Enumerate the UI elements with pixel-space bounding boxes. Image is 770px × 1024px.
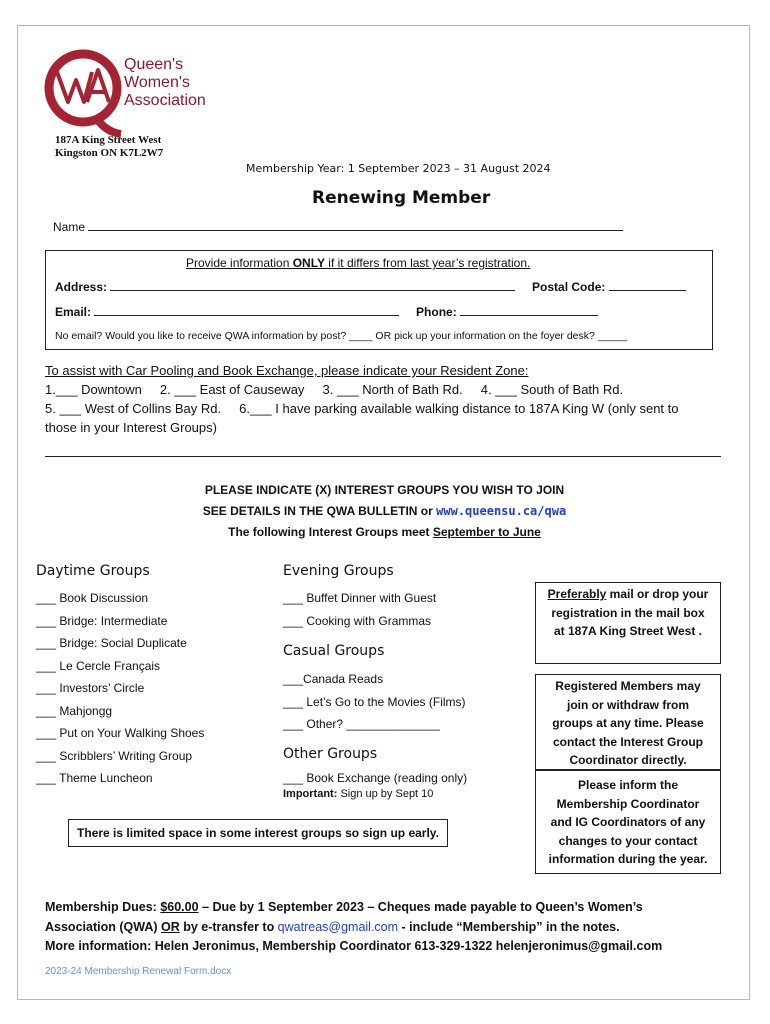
dues-line1 — [45, 898, 662, 918]
mail-box-line1-rest: mail or drop your — [606, 587, 709, 601]
zone-options-line2: 5. ___ West of Collins Bay Rd. 6.___ I have parking available walking distance to 187A King W (only sent to — [45, 401, 679, 416]
other-groups-heading: Other Groups — [283, 746, 378, 762]
address-label: Address: — [55, 280, 108, 294]
zone-options-line3: those in your Interest Groups) — [45, 420, 217, 435]
daytime-group-item[interactable]: ___ Scribblers’ Writing Group — [36, 748, 193, 763]
mail-box-line2: registration in the mail box — [551, 605, 705, 620]
footer-filename: 2023-24 Membership Renewal Form.docx — [45, 966, 232, 977]
logo-line2: Women's — [124, 74, 190, 91]
interest-line3 — [18, 522, 751, 543]
dues-line2 — [45, 918, 662, 938]
important-note — [283, 788, 433, 800]
important-label: Important: — [283, 788, 338, 800]
section-divider — [45, 456, 721, 457]
casual-group-item[interactable]: ___ Other? ______________ — [283, 717, 440, 731]
dues-line2-post: - include “Membership” in the notes. — [398, 919, 620, 934]
evening-groups-list — [283, 587, 436, 633]
evening-group-item[interactable]: ___ Cooking with Grammas — [283, 614, 432, 628]
daytime-group-item[interactable]: ___ Investors’ Circle — [36, 681, 145, 695]
daytime-groups-heading: Daytime Groups — [36, 563, 150, 579]
page-title: Renewing Member — [312, 188, 491, 208]
daytime-group-item[interactable]: ___ Bridge: Intermediate — [36, 613, 168, 628]
mail-box-preferably: Preferably — [547, 587, 607, 601]
casual-groups-heading: Casual Groups — [283, 643, 385, 659]
registered-line: Registered Members may — [555, 679, 701, 693]
changes-intro-only: ONLY — [292, 256, 325, 270]
inform-line: and IG Coordinators of any — [550, 815, 706, 829]
casual-group-item[interactable]: ___Canada Reads — [283, 672, 384, 686]
registered-line: contact the Interest Group — [552, 734, 704, 749]
qwa-website-link[interactable]: www.queensu.ca/qwa — [436, 504, 567, 518]
inform-line: Please inform the — [577, 778, 679, 792]
limited-space-note: There is limited space in some interest groups so sign up early. — [68, 819, 448, 847]
registered-line: groups at any time. Please — [552, 716, 704, 730]
address-street: 187A King Street West — [55, 134, 162, 146]
zone-options-line1: 1.___ Downtown 2. ___ East of Causeway 3. ___ North of Bath Rd. 4. ___ South of Bath Rd. — [45, 382, 624, 397]
changes-info-box — [45, 250, 713, 350]
important-text: Sign up by Sept 10 — [337, 788, 434, 800]
interest-line3-season: September to June — [432, 525, 541, 539]
inform-coordinator-box — [535, 770, 721, 874]
no-email-question: No email? Would you like to receive QWA information by post? ____ OR pick up your information on the foyer desk? _____ — [55, 330, 627, 342]
dues-line2-pre: Association (QWA) — [45, 919, 161, 934]
mailing-address — [55, 134, 163, 160]
other-group-item[interactable]: ___ Book Exchange (reading only) — [283, 771, 468, 785]
address-city: Kingston ON K7L2W7 — [55, 147, 164, 159]
dues-amount: $60.00 — [160, 900, 199, 914]
logo-line1: Queen's — [124, 56, 184, 73]
interest-line2 — [18, 501, 751, 522]
logo-wordmark — [124, 56, 206, 110]
registered-members-box — [535, 674, 721, 770]
address-field[interactable] — [110, 281, 515, 291]
phone-label: Phone: — [416, 305, 457, 319]
email-label: Email: — [55, 305, 92, 319]
registered-line: join or withdraw from — [567, 697, 689, 712]
inform-line: information during the year. — [548, 852, 708, 866]
evening-groups-heading: Evening Groups — [283, 563, 394, 579]
name-field[interactable] — [88, 221, 623, 231]
phone-field[interactable] — [460, 306, 598, 316]
postal-code-field[interactable] — [609, 281, 686, 291]
name-row — [53, 220, 623, 234]
evening-group-item[interactable]: ___ Buffet Dinner with Guest — [283, 591, 437, 605]
form-page — [17, 25, 750, 1000]
mail-registration-box — [535, 582, 721, 664]
inform-line: Membership Coordinator — [556, 796, 700, 811]
daytime-group-item[interactable]: ___ Theme Luncheon — [36, 771, 153, 785]
dues-line3: More information: Helen Jeronimus, Membership Coordinator 613-329-1322 helenjeronimus@gmail.com — [45, 939, 663, 953]
casual-groups-list — [283, 668, 466, 736]
dues-label: Membership Dues: — [45, 900, 161, 914]
registered-line: Coordinator directly. — [569, 753, 687, 767]
interest-line2-pre: SEE DETAILS IN THE QWA BULLETIN or — [202, 504, 437, 518]
casual-group-item[interactable]: ___ Let’s Go to the Movies (Films) — [283, 694, 466, 709]
zone-heading: To assist with Car Pooling and Book Exchange, please indicate your Resident Zone: — [45, 363, 529, 378]
inform-line: changes to your contact — [558, 833, 698, 848]
email-field[interactable] — [94, 306, 399, 316]
qwa-emblem-icon — [43, 46, 123, 141]
logo-line3: Association — [124, 92, 206, 109]
mail-box-line3: at 187A King Street West . — [553, 624, 703, 638]
etransfer-email-link[interactable]: qwatreas@gmail.com — [277, 919, 399, 934]
changes-intro-pre: Provide information — [186, 256, 293, 270]
dues-line2-mid: by e-transfer to — [179, 919, 278, 934]
qwa-logo — [43, 46, 223, 146]
interest-heading — [18, 480, 751, 543]
name-label: Name — [53, 220, 86, 234]
daytime-group-item[interactable]: ___ Le Cercle Français — [36, 658, 161, 673]
dues-or: OR — [160, 919, 180, 934]
resident-zone-section — [45, 361, 679, 437]
daytime-group-item[interactable]: ___ Bridge: Social Duplicate — [36, 636, 187, 650]
changes-intro — [186, 256, 530, 270]
daytime-group-item[interactable]: ___ Mahjongg — [36, 703, 113, 718]
changes-intro-post: if it differs from last year’s registration. — [324, 256, 531, 270]
membership-year: Membership Year: 1 September 2023 – 31 August 2024 — [246, 162, 551, 175]
contact-row — [55, 305, 598, 319]
interest-line3-pre: The following Interest Groups meet — [228, 525, 433, 539]
mail-box-line1 — [536, 585, 720, 604]
dues-line1-rest: – Due by 1 September 2023 – Cheques made payable to Queen’s Women’s — [198, 900, 643, 914]
postal-code-label: Postal Code: — [532, 280, 606, 294]
daytime-group-item[interactable]: ___ Put on Your Walking Shoes — [36, 726, 205, 740]
membership-dues — [45, 898, 662, 957]
address-row — [55, 280, 686, 294]
daytime-groups-list — [36, 587, 204, 790]
interest-line1: PLEASE INDICATE (X) INTEREST GROUPS YOU WISH TO JOIN — [204, 483, 565, 497]
daytime-group-item[interactable]: ___ Book Discussion — [36, 591, 149, 605]
